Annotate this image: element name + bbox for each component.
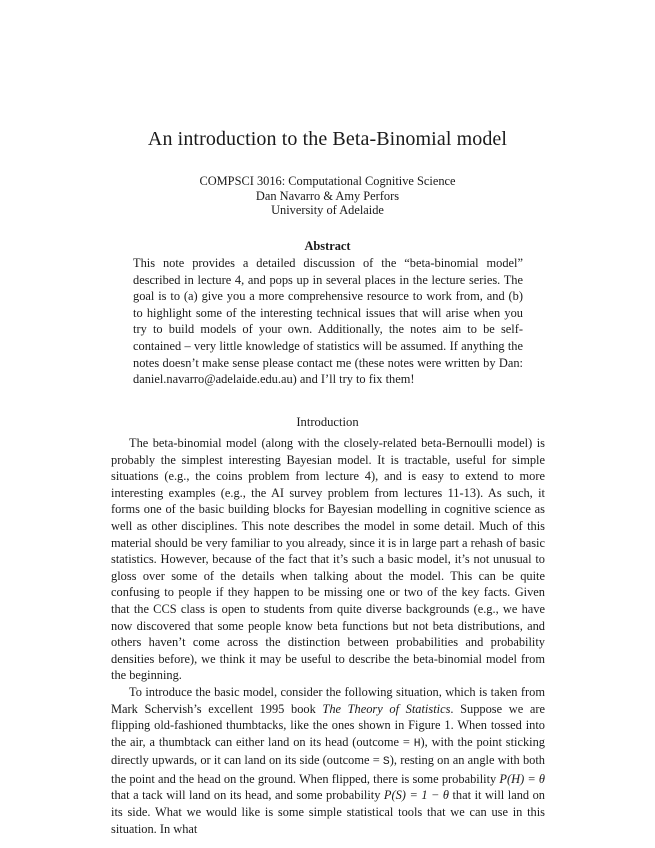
book-title: The Theory of Statistics [322, 701, 451, 716]
course-line: COMPSCI 3016: Computational Cognitive Science [199, 174, 456, 188]
p2-text-b: . Suppose we are flipping old-fashioned thumbtacks, like the ones shown in Figure 1. When tossed into the air, a thumbtack can either land on its head (outcome = [111, 701, 545, 749]
introduction-heading: Introduction [296, 415, 359, 429]
p2-text-a: To introduce the basic model, consider the following situation, which is taken from Mark Schervish’s excellent 1995 book [111, 684, 545, 716]
equation-head-probability: P(H) = θ [499, 771, 546, 786]
equation-side-probability: P(S) = 1 − θ [383, 788, 449, 803]
p2-text-e: that a tack will land on its head, and some probability [111, 788, 384, 803]
outcome-head-symbol: H [413, 737, 421, 750]
p2-text-c: ), with the point sticking directly upwards, or it can land on its side (outcome = [111, 734, 545, 768]
affiliation: University of Adelaide [271, 203, 384, 218]
intro-paragraph-2 [111, 684, 545, 837]
author-block [0, 174, 655, 218]
introduction-body [111, 435, 545, 837]
abstract-heading: Abstract [304, 239, 351, 253]
intro-paragraph-1: The beta-binomial model (along with the closely-related beta-Bernoulli model) is probably the simplest interesting Bayesian model. It is tractable, useful for simple situations (e.g., the coins problem from lecture 4), and is easy to extend to more interesting examples (e.g., the AI survey problem from lectures 11-13). As such, it forms one of the basic building blocks for Bayesian modelling in cognitive science as well as other disciplines. This note describes the model in some detail. Much of this material should be very familiar to you already, since it is in large part a rehash of basic statistics. However, because of the fact that it’s such a basic model, it’s not unusual to gloss over some of the details when talking about the model. This can be quite confusing to people if they happen to be missing one or two of the key facts. Given that the CCS class is open to students from quite diverse backgrounds (e.g., we have now discovered that some people know beta functions but not beta distributions, and others haven’t come across the distinction between probabilities and probability densities before), we think it may be useful to describe the beta-binomial model from the beginning. [111, 436, 545, 683]
outcome-side-symbol: S [382, 756, 390, 769]
paper-title: An introduction to the Beta-Binomial model [147, 128, 508, 150]
p2-text-f: that it will land on its side. What we would like is some simple statistical tools that we can use in this situation. In what [111, 788, 545, 836]
p2-text-d: ), resting on an angle with both the point and the head on the ground. When flipped, there is some probability [111, 753, 545, 786]
abstract-text: This note provides a detailed discussion of the “beta-binomial model” described in lecture 4, and pops up in several places in the lecture series. The goal is to (a) give you a more comprehensive resource to work from, and (b) to highlight some of the interesting technical issues that will arise when you try to build models of your own. Additionally, the notes aim to be self-contained – very little knowledge of statistics will be assumed. If anything the notes doesn’t make sense please contact me (these notes were written by Dan: daniel.navarro@adelaide.edu.au) and I’ll try to fix them! [133, 256, 523, 387]
author-names: Dan Navarro & Amy Perfors [255, 188, 400, 203]
